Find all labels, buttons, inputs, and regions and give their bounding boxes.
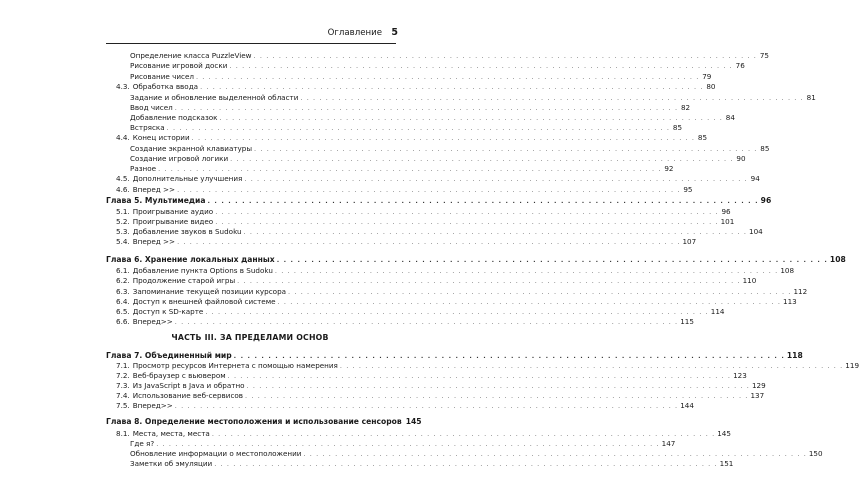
- toc-entry-page: 104: [749, 227, 763, 236]
- toc-entry-page: 82: [680, 103, 691, 112]
- dot-leader: . . . . . . . . . . . . . . . . . . . . . . . . . . . . . . . . . . . . . . . . . . . . . . . . . . . . . . . . . . . . . . . . . . . . . . . . . . . . . . . .: [158, 165, 662, 173]
- toc-entry-number: 4.3.: [116, 82, 130, 91]
- toc-entry-title: Доступ к внешней файловой системе: [132, 297, 276, 306]
- dot-leader: . . . . . . . . . . . . . . . . . . . . . . . . . . . . . . . . . . . . . . . . . . . . . . . . . . . . . . . . . . . . . . . . . . . . . . . . . . . . . . . .: [166, 124, 671, 132]
- toc-entry-title: Проигрывание видео: [132, 217, 214, 226]
- dot-leader: . . . . . . . . . . . . . . . . . . . . . . . . . . . . . . . . . . . . . . . . . . . . . . . . . . . . . . . . . . . . . . . . . . . . . . . . . . . . . . . .: [191, 134, 696, 142]
- toc-entry-number: 6.6.: [116, 317, 130, 326]
- dot-leader: . . . . . . . . . . . . . . . . . . . . . . . . . . . . . . . . . . . . . . . . . . . . . . . . . . . . . . . . . . . . . . . . . . . . . . . . . . . . . . . .: [207, 197, 759, 205]
- toc-entry-title: Задание и обновление выделенной области: [130, 93, 299, 102]
- toc-entry-title: Вперед >>: [132, 185, 176, 194]
- toc-entry-page: 84: [725, 113, 735, 122]
- dot-leader: . . . . . . . . . . . . . . . . . . . . . . . . . . . . . . . . . . . . . . . . . . . . . . . . . . . . . . . . . . . . . . . . . . . . . . . . . . . . . . . .: [233, 352, 785, 360]
- dot-leader: . . . . . . . . . . . . . . . . . . . . . . . . . . . . . . . . . . . . . . . . . . . . . . . . . . . . . . . . . . . . . . . . . . . . . . . . . . . . . . . .: [227, 372, 732, 380]
- toc-entry-title: Просмотр ресурсов Интернета с помощью намерения: [132, 361, 338, 370]
- toc-entry: [116, 275, 757, 286]
- toc-entry-page: 81: [806, 93, 816, 102]
- dot-leader: . . . . . . . . . . . . . . . . . . . . . . . . . . . . . . . . . . . . . . . . . . . . . . . . . . . . . . . . . . . . . . . . . . . . . . . . . . . . . . . .: [211, 430, 716, 438]
- header-page-number: 5: [391, 27, 398, 38]
- toc-entry-number: 5.1.: [116, 207, 130, 216]
- toc-entry-page: 119: [845, 361, 859, 370]
- dot-leader: . . . . . . . . . . . . . . . . . . . . . . . . . . . . . . . . . . . . . . . . . . . . . . . . . . . . . . . . . . . . . . . . . . . . . . . . . . . . . . . .: [205, 308, 709, 316]
- toc-entry-number: 7.2.: [116, 371, 130, 380]
- toc-entry-title: Рисование чисел: [130, 72, 194, 81]
- toc-entry: [130, 458, 734, 469]
- toc-entry-number: 7.5.: [116, 401, 130, 410]
- toc-entry-page: 79: [702, 72, 712, 81]
- toc-entry-page: 85: [760, 144, 770, 153]
- toc-entry-title: Добавление подсказок: [130, 113, 218, 122]
- toc-chapter: [106, 254, 846, 265]
- dot-leader: . . . . . . . . . . . . . . . . . . . . . . . . . . . . . . . . . . . . . . . . . . . . . . . . . . . . . . . . . . . . . . . . . . . . . . . . . . . . . . . .: [276, 256, 828, 264]
- toc-entry-number: 7.3.: [116, 381, 130, 390]
- dot-leader: . . . . . . . . . . . . . . . . . . . . . . . . . . . . . . . . . . . . . . . . . . . . . . . . . . . . . . . . . . . . . . . . . . . . . . . . . . . . . . . .: [230, 155, 734, 163]
- dot-leader: . . . . . . . . . . . . . . . . . . . . . . . . . . . . . . . . . . . . . . . . . . . . . . . . . . . . . . . . . . . . . . . . . . . . . . . . . . . . . . . .: [156, 440, 660, 448]
- header-rule: [106, 43, 396, 44]
- toc-entry-page: 108: [829, 255, 846, 264]
- toc-entry-page: 75: [759, 51, 769, 60]
- dot-leader: . . . . . . . . . . . . . . . . . . . . . . . . . . . . . . . . . . . . . . . . . . . . . . . . . . . . . . . . . . . . . . . . . . . . . . . . . . . . . . . .: [288, 288, 792, 296]
- toc-entry-page: 137: [750, 391, 765, 400]
- dot-leader: . . . . . . . . . . . . . . . . . . . . . . . . . . . . . . . . . . . . . . . . . . . . . . . . . . . . . . . . . . . . . . . . . . . . . . . . . . . . . . . .: [177, 186, 681, 194]
- dot-leader: . . . . . . . . . . . . . . . . . . . . . . . . . . . . . . . . . . . . . . . . . . . . . . . . . . . . . . . . . . . . . . . . . . . . . . . . . . . . . . . .: [174, 402, 679, 410]
- toc-entry-number: 4.5.: [116, 174, 130, 183]
- dot-leader: . . . . . . . . . . . . . . . . . . . . . . . . . . . . . . . . . . . . . . . . . . . . . . . . . . . . . . . . . . . . . . . . . . . . . . . . . . . . . . . .: [254, 145, 758, 153]
- toc-entry: [116, 184, 693, 195]
- toc-entry-page: 129: [751, 381, 766, 390]
- toc-entry: [116, 81, 716, 92]
- toc-entry-number: 6.4.: [116, 297, 130, 306]
- toc-entry-number: 6.5.: [116, 307, 130, 316]
- toc-entry-page: 85: [697, 133, 708, 142]
- toc-entry-title: Обновление информации о местоположении: [130, 449, 302, 458]
- dot-leader: . . . . . . . . . . . . . . . . . . . . . . . . . . . . . . . . . . . . . . . . . . . . . . . . . . . . . . . . . . . . . . . . . . . . . . . . . . . . . . . .: [229, 62, 733, 70]
- dot-leader: . . . . . . . . . . . . . . . . . . . . . . . . . . . . . . . . . . . . . . . . . . . . . . . . . . . . . . . . . . . . . . . . . . . . . . . . . . . . . . . .: [177, 238, 681, 246]
- toc-entry-title: Определение класса PuzzleView: [130, 51, 252, 60]
- dot-leader: . . . . . . . . . . . . . . . . . . . . . . . . . . . . . . . . . . . . . . . . . . . . . . . . . . . . . . . . . . . . . . . . . . . . . . . . . . . . . . . .: [174, 318, 679, 326]
- dot-leader: . . . . . . . . . . . . . . . . . . . . . . . . . . . . . . . . . . . . . . . . . . . . . . . . . . . . . . . . . . . . . . . . . . . . . . . . . . . . . . . .: [174, 104, 679, 112]
- toc-entry-number: 7.4.: [116, 391, 130, 400]
- toc-entry-page: 92: [664, 164, 674, 173]
- toc-entry-page: 95: [683, 185, 693, 194]
- toc-entry-title: Доступ к SD-карте: [132, 307, 204, 316]
- toc-entry-page: 94: [750, 174, 760, 183]
- toc-entry-number: 4.4.: [116, 133, 130, 142]
- toc-entry-page: 112: [793, 287, 808, 296]
- dot-leader: . . . . . . . . . . . . . . . . . . . . . . . . . . . . . . . . . . . . . . . . . . . . . . . . . . . . . . . . . . . . . . . . . . . . . . . . . . . . . . . .: [215, 218, 719, 226]
- toc-entry-number: 5.4.: [116, 237, 130, 246]
- toc-entry-page: 96: [721, 207, 731, 216]
- toc-entry: [116, 132, 708, 143]
- toc-entry-page: 145: [405, 417, 422, 426]
- toc-entry-title: Создание экранной клавиатуры: [130, 144, 253, 153]
- dot-leader: . . . . . . . . . . . . . . . . . . . . . . . . . . . . . . . . . . . . . . . . . . . . . . . . . . . . . . . . . . . . . . . . . . . . . . . . . . . . . . . .: [243, 228, 747, 236]
- toc-entry-title: Разное: [130, 164, 157, 173]
- toc-entry-number: 5.2.: [116, 217, 130, 226]
- toc-entry-number: 5.3.: [116, 227, 130, 236]
- toc-entry-page: 90: [736, 154, 746, 163]
- toc-entry-page: 85: [672, 123, 683, 132]
- toc-entry-number: 7.1.: [116, 361, 130, 370]
- toc-entry-title: Встряска: [130, 123, 165, 132]
- toc-entry-page: 145: [717, 429, 731, 438]
- toc-entry-page: 110: [742, 276, 757, 285]
- toc-entry-title: Места, места, места: [132, 429, 210, 438]
- toc-entry: [116, 173, 760, 184]
- toc-entry-title: Заметки об эмуляции: [130, 459, 213, 468]
- toc-entry-page: 151: [719, 459, 734, 468]
- toc-entry-title: Вперед>>: [132, 317, 173, 326]
- dot-leader: . . . . . . . . . . . . . . . . . . . . . . . . . . . . . . . . . . . . . . . . . . . . . . . . . . . . . . . . . . . . . . . . . . . . . . . . . . . . . . . .: [237, 277, 741, 285]
- toc-entry-title: Обработка ввода: [132, 82, 199, 91]
- toc-entry-page: 101: [720, 217, 735, 226]
- toc-entry-page: 76: [735, 61, 745, 70]
- toc-entry-title: Дополнительные улучшения: [132, 174, 243, 183]
- toc-entry: [116, 236, 697, 247]
- toc-entry-title: Добавление пункта Options в Sudoku: [132, 266, 273, 275]
- dot-leader: . . . . . . . . . . . . . . . . . . . . . . . . . . . . . . . . . . . . . . . . . . . . . . . . . . . . . . . . . . . . . . . . . . . . . . . . . . . . . . . .: [253, 52, 757, 60]
- toc-entry-title: Глава 5. Мультимедиа: [106, 196, 206, 205]
- toc-entry-number: 6.1.: [116, 266, 130, 275]
- dot-leader: . . . . . . . . . . . . . . . . . . . . . . . . . . . . . . . . . . . . . . . . . . . . . . . . . . . . . . . . . . . . . . . . . . . . . . . . . . . . . . . .: [274, 267, 779, 275]
- toc-entry-page: 108: [780, 266, 795, 275]
- toc-entry-title: Вперед>>: [132, 401, 173, 410]
- toc-entry-number: 8.1.: [116, 429, 130, 438]
- toc-entry-title: Глава 8. Определение местоположения и использование сенсоров: [106, 417, 402, 426]
- toc-entry-title: Веб-браузер с вьювером: [132, 371, 226, 380]
- toc-chapter: [106, 195, 772, 206]
- toc-entry-title: Создание игровой логики: [130, 154, 229, 163]
- toc-entry: [116, 316, 694, 327]
- toc-entry-page: 118: [786, 351, 803, 360]
- toc-entry-page: 147: [661, 439, 676, 448]
- toc-entry-page: 113: [783, 297, 797, 306]
- toc-entry-page: 123: [733, 371, 747, 380]
- dot-leader: . . . . . . . . . . . . . . . . . . . . . . . . . . . . . . . . . . . . . . . . . . . . . . . . . . . . . . . . . . . . . . . . . . . . . . . . . . . . . . . .: [300, 94, 804, 102]
- toc-entry-page: 115: [680, 317, 694, 326]
- toc-entry-number: 4.6.: [116, 185, 130, 194]
- toc-chapter: [106, 416, 422, 427]
- toc-entry-title: Запоминание текущей позиции курсора: [132, 287, 287, 296]
- header-title: Оглавление: [327, 28, 382, 38]
- dot-leader: . . . . . . . . . . . . . . . . . . . . . . . . . . . . . . . . . . . . . . . . . . . . . . . . . . . . . . . . . . . . . . . . . . . . . . . . . . . . . . . .: [214, 460, 718, 468]
- dot-leader: . . . . . . . . . . . . . . . . . . . . . . . . . . . . . . . . . . . . . . . . . . . . . . . . . . . . . . . . . . . . . . . . . . . . . . . . . . . . . . . .: [246, 382, 750, 390]
- toc-entry-number: 6.2.: [116, 276, 130, 285]
- toc-entry-page: 107: [682, 237, 697, 246]
- toc-entry-title: Глава 7. Объединенный мир: [106, 351, 232, 360]
- dot-leader: . . . . . . . . . . . . . . . . . . . . . . . . . . . . . . . . . . . . . . . . . . . . . . . . . . . . . . . . . . . . . . . . . . . . . . . . . . . . . . . .: [244, 175, 748, 183]
- toc-entry-title: Вперед >>: [132, 237, 176, 246]
- toc-entry-title: Конец истории: [132, 133, 190, 142]
- toc-entry-page: 144: [680, 401, 694, 410]
- toc-entry: [130, 60, 745, 71]
- toc-entry-page: 96: [760, 196, 772, 205]
- toc-entry-page: 80: [706, 82, 716, 91]
- toc-entry-title: Проигрывание аудио: [132, 207, 214, 216]
- toc-entry-title: Из JavaScript в Java и обратно: [132, 381, 245, 390]
- toc-entry-page: 150: [808, 449, 823, 458]
- toc-entry-page: 114: [710, 307, 725, 316]
- toc-entry-title: Где я?: [130, 439, 155, 448]
- dot-leader: . . . . . . . . . . . . . . . . . . . . . . . . . . . . . . . . . . . . . . . . . . . . . . . . . . . . . . . . . . . . . . . . . . . . . . . . . . . . . . . .: [245, 392, 749, 400]
- running-header: [0, 28, 500, 42]
- dot-leader: . . . . . . . . . . . . . . . . . . . . . . . . . . . . . . . . . . . . . . . . . . . . . . . . . . . . . . . . . . . . . . . . . . . . . . . . . . . . . . . .: [195, 73, 700, 81]
- dot-leader: . . . . . . . . . . . . . . . . . . . . . . . . . . . . . . . . . . . . . . . . . . . . . . . . . . . . . . . . . . . . . . . . . . . . . . . . . . . . . . . .: [219, 114, 723, 122]
- toc-entry-title: Добавление звуков в Sudoku: [132, 227, 242, 236]
- toc-entry-title: Глава 6. Хранение локальных данных: [106, 255, 275, 264]
- part-title: ЧАСТЬ III. ЗА ПРЕДЕЛАМИ ОСНОВ: [171, 333, 329, 342]
- toc-entry-title: Продолжение старой игры: [132, 276, 236, 285]
- dot-leader: . . . . . . . . . . . . . . . . . . . . . . . . . . . . . . . . . . . . . . . . . . . . . . . . . . . . . . . . . . . . . . . . . . . . . . . . . . . . . . . .: [303, 450, 807, 458]
- toc-entry-title: Использование веб-сервисов: [132, 391, 244, 400]
- toc-entry: [116, 400, 694, 411]
- dot-leader: . . . . . . . . . . . . . . . . . . . . . . . . . . . . . . . . . . . . . . . . . . . . . . . . . . . . . . . . . . . . . . . . . . . . . . . . . . . . . . . .: [215, 208, 719, 216]
- dot-leader: . . . . . . . . . . . . . . . . . . . . . . . . . . . . . . . . . . . . . . . . . . . . . . . . . . . . . . . . . . . . . . . . . . . . . . . . . . . . . . . .: [200, 83, 704, 91]
- toc-entry-title: Ввод чисел: [130, 103, 173, 112]
- dot-leader: . . . . . . . . . . . . . . . . . . . . . . . . . . . . . . . . . . . . . . . . . . . . . . . . . . . . . . . . . . . . . . . . . . . . . . . . . . . . . . . .: [277, 298, 781, 306]
- dot-leader: . . . . . . . . . . . . . . . . . . . . . . . . . . . . . . . . . . . . . . . . . . . . . . . . . . . . . . . . . . . . . . . . . . . . . . . . . . . . . . . .: [339, 362, 844, 370]
- toc-entry-title: Рисование игровой доски: [130, 61, 228, 70]
- toc-entry-number: 6.3.: [116, 287, 130, 296]
